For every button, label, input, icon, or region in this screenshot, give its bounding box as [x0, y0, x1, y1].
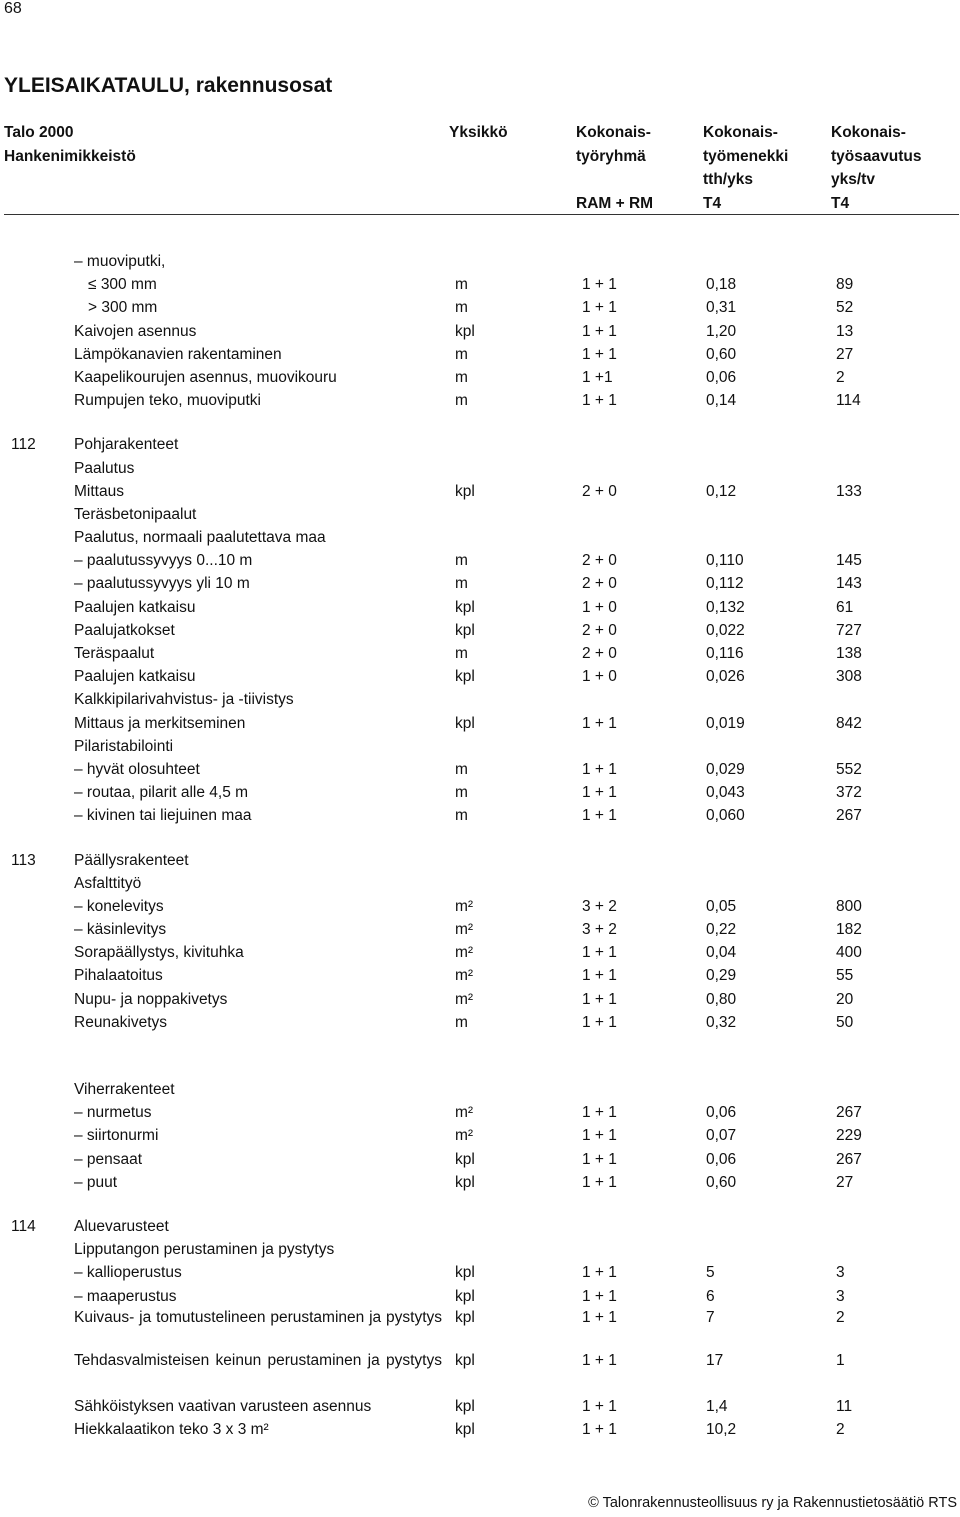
row-work-group: 1 + 1 [582, 990, 617, 1008]
row-unit: m² [455, 967, 474, 985]
row-output-rate: 143 [836, 575, 862, 593]
row-code: 114 [11, 1217, 36, 1235]
table-row [0, 735, 960, 758]
row-description: Pilaristabilointi [74, 737, 174, 755]
row-labor-input: 0,18 [706, 276, 737, 294]
table-row [0, 572, 960, 595]
table-row [0, 433, 960, 456]
row-unit: m [455, 368, 468, 386]
row-labor-input: 0,32 [706, 1013, 737, 1031]
row-unit: kpl [455, 1420, 475, 1438]
header-line: T4 [831, 194, 850, 212]
row-unit: m [455, 1013, 468, 1031]
row-output-rate: 800 [836, 897, 862, 915]
row-labor-input: 0,116 [706, 645, 744, 662]
row-unit: m [455, 345, 468, 363]
row-description: – hyvät olosuhteet [74, 760, 200, 778]
row-output-rate: 267 [836, 807, 862, 825]
row-unit: m [455, 299, 468, 317]
row-unit: kpl [455, 621, 475, 639]
table-row [0, 1285, 960, 1308]
row-description: Nupu- ja noppakivetys [74, 990, 228, 1008]
row-work-group: 2 + 0 [582, 621, 617, 639]
row-output-rate: 20 [836, 990, 854, 1008]
row-work-group: 2 + 0 [582, 552, 617, 570]
table-row [0, 758, 960, 781]
header-line: Kokonais- [576, 124, 651, 141]
row-work-group: 1 + 1 [582, 1173, 617, 1191]
table-row [0, 988, 960, 1011]
table-row [0, 872, 960, 895]
row-description: Paalutus, normaali paalutettava maa [74, 529, 326, 547]
row-work-group: 1 + 1 [582, 1127, 617, 1145]
row-work-group: 1 + 1 [582, 1308, 617, 1326]
table-row [0, 1418, 960, 1441]
row-work-group: 3 + 2 [582, 897, 617, 915]
row-output-rate: 2 [836, 1420, 845, 1438]
table-row [0, 1101, 960, 1124]
row-work-group: 1 + 1 [582, 1287, 617, 1305]
row-unit: kpl [455, 1308, 475, 1326]
table-row [0, 712, 960, 735]
header-line [576, 168, 653, 192]
row-description: – puut [74, 1173, 118, 1191]
row-output-rate: 52 [836, 299, 854, 317]
row-description: Kaivojen asennus [74, 322, 197, 340]
row-unit: m [455, 575, 468, 593]
header-col-effort [703, 121, 788, 215]
header-line: tth/yks [703, 171, 753, 188]
row-description: – käsinlevitys [74, 921, 167, 939]
row-output-rate: 267 [836, 1104, 862, 1122]
row-output-rate: 2 [836, 368, 845, 386]
row-labor-input: 0,043 [706, 784, 745, 802]
row-description: – kivinen tai liejuinen maa [74, 807, 252, 825]
table-row [0, 642, 960, 665]
table-row [0, 849, 960, 872]
row-unit: kpl [455, 1397, 475, 1415]
table-row [0, 1261, 960, 1284]
row-labor-input: 1,20 [706, 322, 737, 340]
row-work-group: 1 + 1 [582, 967, 617, 985]
row-description: Sorapäällystys, kivituhka [74, 944, 244, 962]
row-description: Päällysrakenteet [74, 851, 189, 869]
header-divider [4, 214, 959, 215]
table-row [0, 781, 960, 804]
row-labor-input: 0,026 [706, 668, 745, 686]
row-output-rate: 308 [836, 668, 862, 686]
row-output-rate: 114 [836, 392, 861, 410]
table-header [0, 121, 960, 217]
row-output-rate: 400 [836, 944, 862, 962]
row-description: – paalutussyvyys 0...10 m [74, 552, 253, 570]
header-col-output [831, 121, 921, 215]
table-row [0, 273, 960, 296]
row-work-group: 1 + 1 [582, 1104, 617, 1122]
row-unit: kpl [455, 1287, 475, 1305]
row-work-group: 1 + 1 [582, 322, 617, 340]
header-line: Talo 2000 [4, 124, 74, 141]
row-description: Reunakivetys [74, 1013, 168, 1031]
row-work-group: 1 + 1 [582, 1420, 617, 1438]
header-line: työsaavutus [831, 147, 922, 165]
row-description: Pohjarakenteet [74, 436, 179, 454]
row-labor-input: 0,29 [706, 967, 737, 985]
header-line: työryhmä [576, 147, 646, 165]
row-unit: m² [455, 921, 474, 939]
table-row [0, 480, 960, 503]
table-row [0, 503, 960, 526]
row-unit: kpl [455, 714, 475, 732]
row-labor-input: 0,06 [706, 1104, 737, 1122]
row-description: Pihalaatoitus [74, 967, 163, 985]
row-output-rate: 267 [836, 1150, 862, 1168]
table-body [0, 250, 960, 1441]
row-output-rate: 842 [836, 714, 862, 732]
row-unit: kpl [455, 322, 475, 340]
row-labor-input: 0,60 [706, 345, 737, 363]
row-description: – muoviputki, [74, 253, 166, 270]
table-row [0, 895, 960, 918]
row-unit: m [455, 392, 468, 410]
row-work-group: 1 + 1 [582, 345, 617, 363]
row-output-rate: 3 [836, 1264, 845, 1282]
row-description: Kaapelikourujen asennus, muovikouru [74, 368, 337, 386]
row-description: Paalujatkokset [74, 621, 175, 639]
row-labor-input: 5 [706, 1264, 715, 1282]
row-labor-input: 0,06 [706, 368, 737, 386]
row-work-group: 1 + 1 [582, 1264, 617, 1282]
row-output-rate: 3 [836, 1287, 845, 1305]
table-row [0, 526, 960, 549]
row-work-group: 1 + 1 [582, 1013, 617, 1031]
row-work-group: 2 + 0 [582, 645, 617, 662]
row-description: Lipputangon perustaminen ja pystytys [74, 1241, 335, 1259]
row-work-group: 1 + 1 [582, 807, 617, 825]
row-labor-input: 0,22 [706, 921, 737, 939]
row-work-group: 1 + 1 [582, 784, 617, 802]
row-labor-input: 0,060 [706, 807, 745, 825]
row-unit: m [455, 807, 468, 825]
row-output-rate: 138 [836, 645, 862, 662]
row-work-group: 1 + 0 [582, 668, 617, 686]
table-row [0, 688, 960, 711]
row-labor-input: 0,12 [706, 482, 737, 500]
row-description: Sähköistyksen vaativan varusteen asennus [74, 1397, 372, 1415]
page-title: YLEISAIKATAULU, rakennusosat [4, 74, 333, 97]
row-labor-input: 10,2 [706, 1420, 737, 1438]
row-unit: m [455, 784, 468, 802]
table-row [0, 250, 960, 273]
table-row [0, 1395, 960, 1418]
row-output-rate: 133 [836, 482, 862, 500]
table-row [0, 665, 960, 688]
row-work-group: 2 + 0 [582, 575, 617, 593]
table-row [0, 366, 960, 389]
header-line: Yksikkö [449, 124, 508, 141]
row-output-rate: 1 [836, 1352, 845, 1370]
row-unit: m² [455, 897, 474, 915]
row-description: – maaperustus [74, 1287, 177, 1305]
row-description: Paalujen katkaisu [74, 668, 196, 686]
header-line: työmenekki [703, 147, 789, 165]
table-row [0, 1215, 960, 1238]
row-description: Aluevarusteet [74, 1217, 169, 1235]
table-row [0, 918, 960, 941]
table-row [0, 964, 960, 987]
table-row [0, 1238, 960, 1261]
row-description: Mittaus ja merkitseminen [74, 714, 246, 732]
row-labor-input: 17 [706, 1352, 724, 1370]
row-unit: m [455, 760, 468, 778]
row-output-rate: 89 [836, 276, 854, 294]
row-description: Asfalttityö [74, 874, 142, 892]
table-row [0, 596, 960, 619]
row-work-group: 1 + 1 [582, 1352, 617, 1370]
table-row [0, 549, 960, 572]
row-work-group: 1 + 1 [582, 1150, 617, 1168]
row-output-rate: 13 [836, 322, 854, 340]
row-work-group: 2 + 0 [582, 482, 617, 500]
table-row [0, 1011, 960, 1034]
row-description: Paalutus [74, 459, 135, 477]
row-description: Paalujen katkaisu [74, 598, 196, 616]
table-row [0, 343, 960, 366]
row-work-group: 1 + 1 [582, 392, 617, 410]
row-description: Lämpökanavien rakentaminen [74, 345, 282, 363]
row-description: – paalutussyvyys yli 10 m [74, 575, 250, 593]
row-unit: kpl [455, 482, 475, 500]
row-unit: m² [455, 1127, 474, 1145]
table-row [0, 941, 960, 964]
row-description: – routaa, pilarit alle 4,5 m [74, 784, 249, 802]
row-description: – kallioperustus [74, 1264, 182, 1282]
row-work-group: 1 + 1 [582, 276, 617, 294]
row-work-group: 1 + 1 [582, 944, 617, 962]
row-labor-input: 0,110 [706, 552, 744, 570]
row-description: Kuivaus- ja tomutustelineen perustaminen ja pystytys [74, 1308, 442, 1326]
row-output-rate: 27 [836, 1173, 854, 1191]
row-labor-input: 0,019 [706, 714, 745, 732]
row-labor-input: 0,14 [706, 392, 737, 410]
row-description: Hiekkalaatikon teko 3 x 3 m² [74, 1420, 269, 1438]
header-line: yks/tv [831, 171, 875, 188]
row-output-rate: 61 [836, 598, 854, 616]
table-row [0, 389, 960, 412]
row-labor-input: 7 [706, 1308, 715, 1326]
row-output-rate: 2 [836, 1308, 845, 1326]
row-output-rate: 552 [836, 760, 862, 778]
row-unit: kpl [455, 1173, 475, 1191]
row-code: 113 [11, 851, 36, 869]
table-row [0, 457, 960, 480]
row-work-group: 1 + 1 [582, 1397, 617, 1415]
row-labor-input: 0,04 [706, 944, 737, 962]
row-work-group: 3 + 2 [582, 921, 617, 939]
row-description: Tehdasvalmisteisen keinun perustaminen ja pystytys [74, 1352, 442, 1370]
table-row [0, 1308, 960, 1352]
row-description: Teräspaalut [74, 645, 155, 662]
header-col-talo2000 [4, 121, 136, 168]
row-output-rate: 727 [836, 621, 862, 639]
table-row [0, 296, 960, 319]
row-description: Viherrakenteet [74, 1081, 175, 1098]
row-labor-input: 0,05 [706, 897, 737, 915]
row-code: 112 [11, 436, 36, 454]
row-unit: kpl [455, 1264, 475, 1282]
row-labor-input: 0,112 [706, 575, 744, 593]
row-output-rate: 372 [836, 784, 862, 802]
row-output-rate: 50 [836, 1013, 854, 1031]
row-output-rate: 145 [836, 552, 862, 570]
row-description: Kalkkipilarivahvistus- ja -tiivistys [74, 691, 294, 709]
header-line: T4 [703, 194, 722, 212]
header-line: RAM + RM [576, 194, 654, 212]
page-number: 68 [4, 0, 22, 17]
row-work-group: 1 + 1 [582, 714, 617, 732]
table-row [0, 1124, 960, 1147]
row-work-group: 1 + 1 [582, 760, 617, 778]
row-labor-input: 6 [706, 1287, 715, 1305]
table-row [0, 804, 960, 827]
table-row [0, 1351, 960, 1395]
table-row [0, 619, 960, 642]
row-unit: kpl [455, 1352, 475, 1370]
row-description: – siirtonurmi [74, 1127, 159, 1145]
header-line: Hankenimikkeistö [4, 147, 136, 165]
row-work-group: 1 + 1 [582, 299, 617, 317]
row-labor-input: 1,4 [706, 1397, 728, 1415]
row-work-group: 1 +1 [582, 368, 613, 386]
row-description: > 300 mm [88, 299, 158, 317]
row-description: – pensaat [74, 1150, 143, 1168]
row-unit: kpl [455, 1150, 475, 1168]
header-line: Kokonais- [703, 124, 778, 141]
row-labor-input: 0,07 [706, 1127, 737, 1145]
row-description: Teräsbetonipaalut [74, 505, 197, 523]
row-labor-input: 0,80 [706, 990, 737, 1008]
copyright-footer: © Talonrakennusteollisuus ry ja Rakennustietosäätiö RTS [588, 1495, 957, 1511]
table-row [0, 1171, 960, 1194]
row-unit: kpl [455, 668, 475, 686]
row-description: – konelevitys [74, 897, 164, 915]
row-labor-input: 0,31 [706, 299, 737, 317]
row-output-rate: 11 [836, 1397, 853, 1415]
row-unit: m² [455, 944, 474, 962]
row-output-rate: 55 [836, 967, 854, 985]
header-line: Kokonais- [831, 124, 906, 141]
row-unit: m² [455, 990, 474, 1008]
row-unit: m [455, 552, 468, 570]
row-output-rate: 182 [836, 921, 862, 939]
row-labor-input: 0,132 [706, 598, 745, 616]
row-output-rate: 27 [836, 345, 854, 363]
table-row [0, 1148, 960, 1171]
table-row [0, 1078, 960, 1101]
row-labor-input: 0,06 [706, 1150, 737, 1168]
row-labor-input: 0,029 [706, 760, 745, 778]
row-labor-input: 0,022 [706, 621, 745, 639]
row-work-group: 1 + 0 [582, 598, 617, 616]
row-description: – nurmetus [74, 1104, 152, 1122]
row-unit: m [455, 645, 468, 662]
row-description: Mittaus [74, 482, 124, 500]
row-description: ≤ 300 mm [88, 276, 157, 294]
row-description: Rumpujen teko, muoviputki [74, 392, 261, 410]
header-col-team [576, 121, 653, 215]
row-output-rate: 229 [836, 1127, 862, 1145]
row-unit: m² [455, 1104, 474, 1122]
row-labor-input: 0,60 [706, 1173, 737, 1191]
header-col-unit [449, 121, 508, 145]
row-unit: kpl [455, 598, 475, 616]
row-unit: m [455, 276, 468, 294]
table-row [0, 320, 960, 343]
